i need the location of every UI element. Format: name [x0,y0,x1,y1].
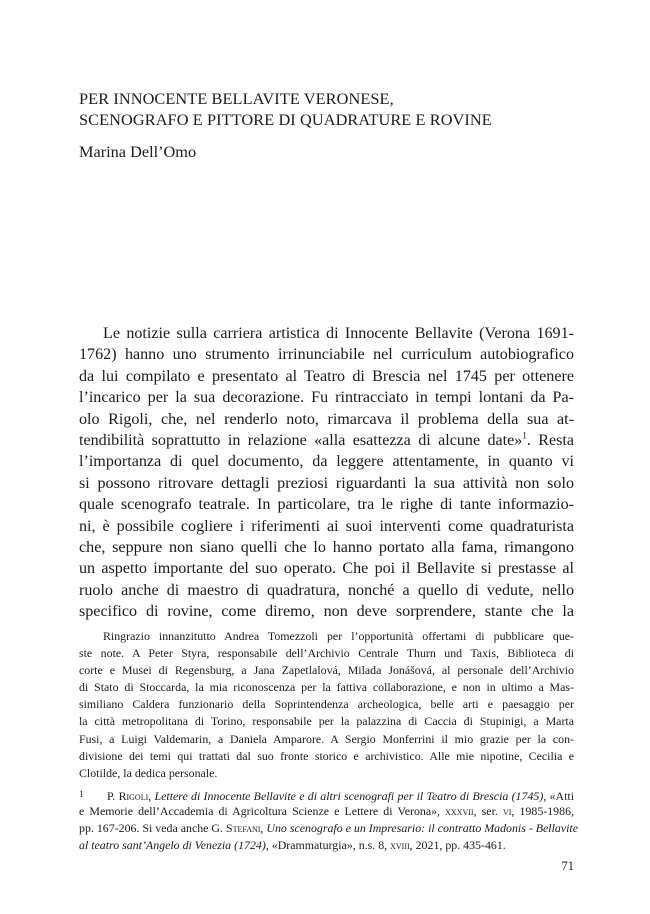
footnote-line [79,803,574,820]
footnote-text: pp. 167-206. Si veda anche G. [79,821,226,836]
body-line-text: tendibilità soprattutto in relazione «alla esattezza di alcune date» [79,431,523,449]
footnote-separator: , [260,821,267,836]
note-line: Ringrazio innanzitutto Andrea Tomezzoli per l’opportunità offertami di pubblicare que- [103,629,574,643]
body-line: specifico di rovine, come diremo, non deve sorprendere, stante che la [79,603,574,621]
note-line: Fusi, a Luigi Valdemarin, a Daniela Amparore. A Sergio Monferrini il mio grazie per la con- [79,731,574,746]
footnote-work-title: al teatro sant’Angelo di Venezia (1724) [79,838,266,853]
footnote-author-surname: Stefani [225,821,261,836]
note-line: di Stato di Stoccarda, la mia riconoscenza per la fattiva collaborazione, e non in ultimo a Mas- [79,680,574,695]
body-line: Le notizie sulla carriera artistica di Innocente Bellavite (Verona 1691- [103,325,574,342]
footnote-roman-numeral: xviii [390,838,410,853]
footnote-1 [79,786,579,854]
footnote-text: e Memorie dell’Accademia di Agricoltura Scienze e Lettere di Verona», [79,803,446,818]
body-line: olo Rigoli, che, nel renderlo noto, rimarcava il problema della sua at- [79,410,574,428]
footnote-line [79,820,579,837]
footnote-text: , «Drammaturgia», n.s. 8, [265,838,391,853]
footnote-text: , 1985-1986, [511,803,574,818]
body-line: l’incarico per la sua decorazione. Fu rintracciato in tempi lontani da Pa- [79,389,574,407]
article-title [79,88,579,130]
title-line: PER INNOCENTE BELLAVITE VERONESE, [79,89,394,108]
note-line: similiano Caldera funzionario della Soprintendenza archeologica, belle arti e paesaggio per [79,697,574,712]
footnote-author-surname: Rigoli [118,788,149,803]
note-line: divisione dei temi qui trattati dal suo fronte storico e archivistico. Alle mie nipotine, Cecilia e [79,748,574,763]
note-line: corte e Musei di Regensburg, a Jana Zapetlalová, Milada Jonášová, al personale dell’Archivio [79,663,574,678]
footnote-roman-numeral: xxxvii [445,803,474,818]
body-line: ruolo anche di maestro di quadratura, nonché a quello di vedute, nello [79,581,574,599]
footnotes-area [79,628,579,854]
body-line-with-footnote-ref [79,430,574,451]
acknowledgements-note [79,628,574,782]
footnote-roman-numeral: vi [502,803,512,818]
footnote-number: 1 [79,788,84,799]
note-line: ste note. A Peter Styra, responsabile dell’Archivio Centrale Thurn und Taxis, Biblioteca di [79,646,574,661]
page-number: 71 [561,859,574,873]
footnote-text: , ser. [473,803,503,818]
footnote-line [79,837,574,854]
body-line: quale scenografo teatrale. In particolare, tra le righe di tante informazio- [79,496,574,514]
body-line: si possono ritrovare dettagli preziosi riguardanti la sua attività non solo [79,474,574,492]
body-paragraph [79,323,574,622]
footnote-text: , «Atti [543,788,574,803]
body-line: da lui compilato e presentato al Teatro di Brescia nel 1745 per ottenere [79,367,574,385]
body-line: che, seppure non siano quelli che lo hanno portato alla fama, rimangono [79,538,574,556]
body-line: ni, è possibile cogliere i riferimenti ai suoi interventi come quadraturista [79,517,574,535]
body-line: 1762) hanno uno strumento irrinunciabile nel curriculum autobiografico [79,346,574,364]
footnote-author-initial: P. [107,788,116,803]
author-name: Marina Dell’Omo [79,142,197,161]
footnote-line [79,786,574,803]
title-line: SCENOGRAFO E PITTORE DI QUADRATURE E ROVINE [79,110,492,129]
body-line: l’importanza di quel documento, da leggere attentamente, in quanto vi [79,453,574,471]
footnote-reference[interactable]: 1 [522,430,527,441]
note-line: la città metropolitana di Torino, responsabile per la palazzina di Caccia di Stupinigi, a Marta [79,714,574,729]
footnote-work-title: Lettere di Innocente Bellavite e di altri scenografi per il Teatro di Brescia (1745) [154,788,544,803]
footnote-separator: , [148,788,155,803]
body-line: un aspetto importante del suo operato. Che poi il Bellavite si prestasse al [79,560,574,578]
note-line: Clotilde, la dedica personale. [79,765,218,780]
footnote-work-title: Uno scenografo e un Impresario: il contratto Madonis - Bellavite [266,821,579,836]
footnote-text: , 2021, pp. 435-461. [409,838,506,853]
body-line-tail: . Resta [526,431,574,449]
